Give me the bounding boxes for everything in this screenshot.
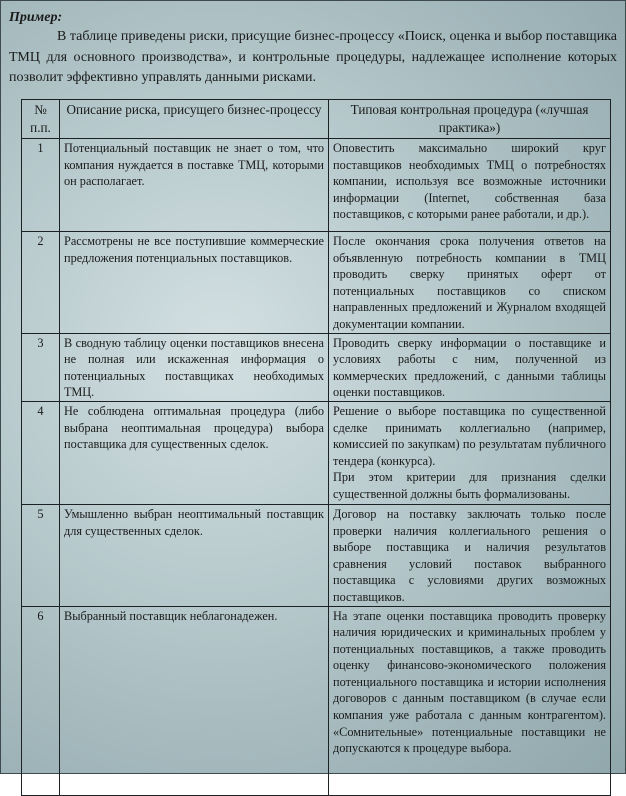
table-row	[22, 401, 611, 504]
control-cell: Договор на поставку заключать только после проверки наличия коллегиального решения о выборе поставщика и наличия результатов сравнения условий поставок выбранного поставщика с условиями других возможных поставщиков.	[329, 504, 611, 606]
row-num: 3	[22, 333, 60, 401]
row-num: 2	[22, 232, 60, 334]
header-num: № п.п.	[22, 100, 60, 139]
example-title: Пример:	[9, 10, 63, 25]
table-row	[22, 333, 611, 401]
table-header-row	[22, 100, 611, 139]
control-cell: Проводить сверку информации о поставщике и условиях работы с ним, полученной из коммерческих предложений, с данными таблицы оценки поставщиков.	[329, 333, 611, 401]
risk-cell: Потенциальный поставщик не знает о том, что компания нуждается в поставке ТМЦ, которыми он располагает.	[60, 139, 329, 232]
header-control: Типовая контрольная процедура («лучшая практика»)	[329, 100, 611, 139]
risk-cell: Рассмотрены не все поступившие коммерческие предложения потенциальных поставщиков.	[60, 232, 329, 334]
risk-cell: Выбранный поставщик неблагонадежен.	[60, 606, 329, 795]
control-cell	[329, 401, 611, 504]
row-num: 1	[22, 139, 60, 232]
control-cell: На этапе оценки поставщика проводить проверку наличия юридических и криминальных проблем у потенциальных поставщиков, а также проводить оценку финансово-экономического положения потенциального поставщика и истории исполнения договоров с данным поставщиком (в случае если компания уже работала с данным контрагентом). «Сомнительные» потенциальные поставщики не допускаются к процедуре выбора.	[329, 606, 611, 795]
table-row	[22, 606, 611, 795]
risk-cell: Умышленно выбран неоптимальный поставщик для существенных сделок.	[60, 504, 329, 606]
header-risk: Описание риска, присущего бизнес-процессу	[60, 100, 329, 139]
row-num: 4	[22, 401, 60, 504]
risk-cell: Не соблюдена оптимальная процедура (либо выбрана неоптимальная процедура) выбора поставщика для существенных сделок.	[60, 401, 329, 504]
row-num: 6	[22, 606, 60, 795]
control-text: Решение о выборе поставщика по существенной сделке принимать коллегиально (например, комиссией по закупкам) по результатам публичного тендера (конкурса).	[333, 403, 606, 468]
table-row	[22, 504, 611, 606]
table-row	[22, 139, 611, 232]
row-num: 5	[22, 504, 60, 606]
intro-paragraph: В таблице приведены риски, присущие бизнес-процессу «Поиск, оценка и выбор поставщика ТМЦ для основного производства», и контрольные процедуры, надлежащее исполнение которых позволит эффективно управлять данными рисками.	[9, 29, 617, 85]
control-cell: После окончания срока получения ответов на объявленную потребность компании в ТМЦ проводить сверку принятых оферт от потенциальных поставщиков со списком направленных предложений и Журналом входящей документации компании.	[329, 232, 611, 334]
risk-control-table	[21, 99, 611, 796]
control-cell: Оповестить максимально широкий круг поставщиков необходимых ТМЦ о потребностях компании, используя все возможные источники информации (Internet, собственная база поставщиков, с которыми ранее работали, и др.).	[329, 139, 611, 232]
risk-cell: В сводную таблицу оценки поставщиков внесена не полная или искаженная информация о потенциальных поставщиках необходимых ТМЦ.	[60, 333, 329, 401]
table-row	[22, 232, 611, 334]
control-text-note: При этом критерии для признания сделки существенной должны быть формализованы.	[333, 470, 606, 501]
